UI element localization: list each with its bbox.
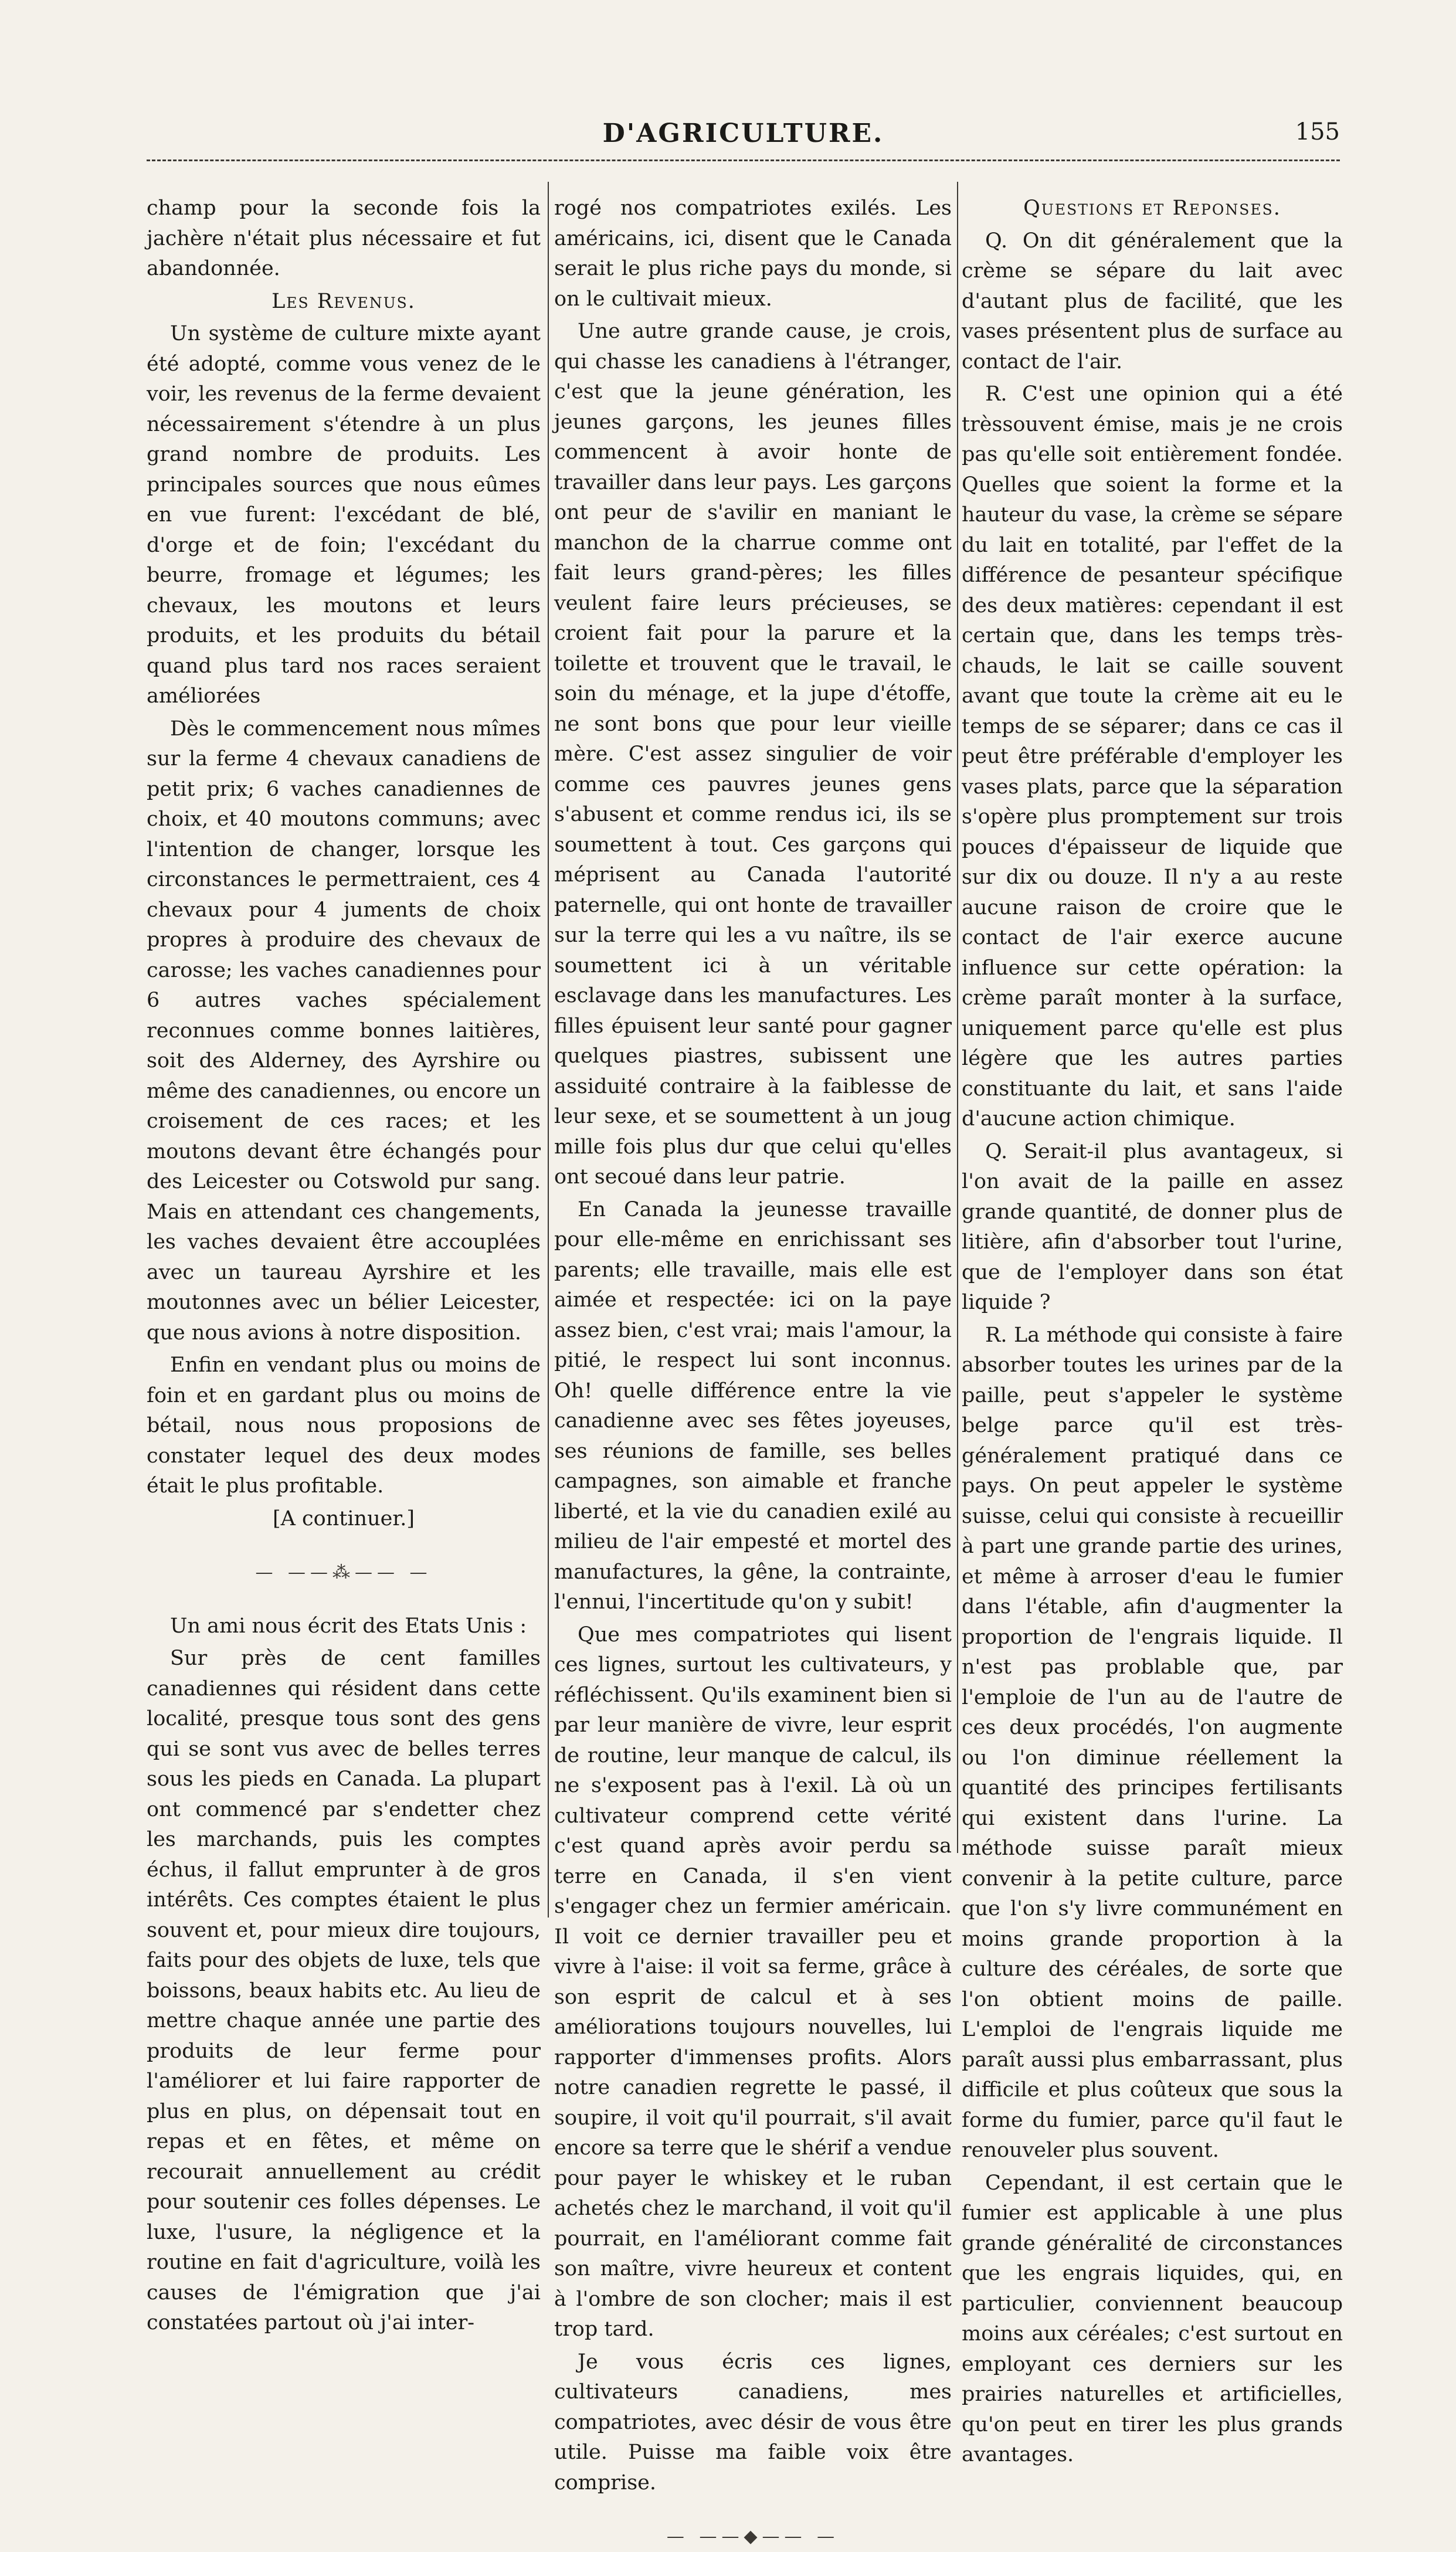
- column-2: [554, 194, 952, 2547]
- paragraph: R. C'est une opinion qui a été trèssouvent émise, mais je ne crois pas qu'elle soit entièrement fondée. Quelles que soient la forme et la hauteur du vase, la crème se sépare du lait en totalité, par l'effet de la différence de pesanteur spécifique des deux matières: cependant il est certain que, dans les temps très-chauds, le lait se caille souvent avant que toute la crème ait eu le temps de se séparer; dans ce cas il peut être préférable d'employer les vases plats, parce que la séparation s'opère plus promptement sur trois pouces d'épaisseur de liquide que sur dix ou douze. Il n'y a au reste aucune raison de croire que le contact de l'air exerce aucune influence sur cette opération: la crème paraît monter à la surface, uniquement parce qu'elle est plus légère que les autres parties constituante du lait, et sans l'aide d'aucune action chimique.: [962, 382, 1343, 1131]
- paragraph: En Canada la jeunesse travaille pour elle-même en enrichissant ses parents; elle travaille, mais elle est aimée et respectée: ici on la paye assez bien, c'est vrai; mais l'amour, la pitié, le respect lui sont inconnus. Oh! quelle différence entre la vie canadienne avec ses fêtes joyeuses, ses réunions de famille, ses belles campagnes, son aimable et franche liberté, et la vie du canadien exilé au milieu de l'air empesté et mortel des manufactures, la gêne, la contrainte, l'ennui, l'incertitude qu'on y subit!: [554, 1197, 952, 1614]
- section-heading-revenus: Les Revenus.: [271, 289, 416, 313]
- paragraph: Q. Serait-il plus avantageux, si l'on avait de la paille en assez grande quantité, de donner plus de litière, afin d'absorber tout l'urine, que de l'employer dans son état liquide ?: [962, 1139, 1343, 1314]
- separator-ornament: — ——◆—— —: [666, 2526, 840, 2547]
- column-1: [147, 194, 541, 2334]
- continued-note: [A continuer.]: [273, 1506, 415, 1530]
- paragraph: Je vous écris ces lignes, cultivateurs canadiens, mes compatriotes, avec désir de vous être utile. Puisse ma faible voix être comprise.: [554, 2350, 952, 2495]
- page-number: 155: [1295, 118, 1340, 145]
- column-divider-2: [957, 182, 958, 1853]
- paragraph: Enfin en vendant plus ou moins de foin et en gardant plus ou moins de bétail, nous nous proposions de constater lequel des deux modes était le plus profitable.: [147, 1353, 541, 1498]
- header-rule: [147, 160, 1340, 161]
- column-3: [962, 194, 1343, 2466]
- separator-ornament: — ——⁂—— —: [255, 1562, 432, 1583]
- paragraph: champ pour la seconde fois la jachère n'était plus nécessaire et fut abandonnée.: [147, 196, 541, 280]
- paragraph: R. La méthode qui consiste à faire absorber toutes les urines par de la paille, peut s'appeler le système belge parce qu'il est très-généralement pratiqué dans ce pays. On peut appeler le système suisse, celui qui consiste à recueillir à part une grande partie des urines, et même à arroser d'eau le fumier dans l'étable, afin d'augmenter la proportion de l'engrais liquide. Il n'est pas problable que, par l'emploie de l'un au de l'autre de ces deux procédés, l'on augmente ou l'on diminue réellement la quantité des principes fertilisants qui existent dans l'urine. La méthode suisse paraît mieux convenir à la petite culture, parce que l'on s'y livre communément en moins grande proportion à la culture des céréales, de sorte que l'on obtient moins de paille. L'emploi de l'engrais liquide me paraît aussi plus embarrassant, plus difficile et plus coûteux que sous la forme du fumier, parce qu'il faut le renouveler plus souvent.: [962, 1323, 1343, 2162]
- paragraph: rogé nos compatriotes exilés. Les américains, ici, disent que le Canada serait le plus riche pays du monde, si on le cultivait mieux.: [554, 196, 952, 311]
- paragraph: Un système de culture mixte ayant été adopté, comme vous venez de le voir, les revenus de la ferme devaient nécessairement s'étendre à un plus grand nombre de produits. Les principales sources que nous eûmes en vue furent: l'excédant de blé, d'orge et de foin; l'excédant du beurre, fromage et légumes; les chevaux, les moutons et leurs produits, et les produits du bétail quand plus tard nos races seraient améliorées: [147, 322, 541, 708]
- paragraph: Dès le commencement nous mîmes sur la ferme 4 chevaux canadiens de petit prix; 6 vaches canadiennes de choix, et 40 moutons communs; avec l'intention de changer, lorsque les circonstances le permettraient, ces 4 chevaux pour 4 juments de choix propres à produire des chevaux de carosse; les vaches canadiennes pour 6 autres vaches spécialement reconnues comme bonnes laitières, soit des Alderney, des Ayrshire ou même des canadiennes, ou encore un croisement de ces races; et les moutons devant être échangés pour des Leicester ou Cotswold pur sang. Mais en attendant ces changements, les vaches devaient être accouplées avec un taureau Ayrshire et les moutonnes avec un bélier Leicester, que nous avions à notre disposition.: [147, 717, 541, 1345]
- paragraph: Que mes compatriotes qui lisent ces lignes, surtout les cultivateurs, y réfléchissent. Qu'ils examinent bien si par leur manière de vivre, leur esprit de routine, leur manque de calcul, ils ne s'exposent pas à l'exil. Là où un cultivateur comprend cette vérité c'est quand après avoir perdu sa terre en Canada, il s'en vient s'engager chez un fermier américain. Il voit ce dernier travailler peu et vivre à l'aise: il voit sa ferme, grâce à son esprit de calcul et à ses améliorations toujours nouvelles, lui rapporter d'immenses profits. Alors notre canadien regrette le passé, il soupire, il voit qu'il pourrait, s'il avait encore sa terre que le shérif a vendue pour payer le whiskey et le ruban achetés chez le marchand, il voit qu'il pourrait, en l'améliorant comme fait son maître, vivre heureux et content à l'ombre de son clocher; mais il est trop tard.: [554, 1623, 952, 2341]
- paragraph: Une autre grande cause, je crois, qui chasse les canadiens à l'étranger, c'est que la jeune génération, les jeunes garçons, les jeunes filles commencent à avoir honte de travailler dans leur pays. Les garçons ont peur de s'avilir en maniant le manchon de la charrue comme ont fait leurs grand-pères; les filles veulent faire leurs précieuses, se croient fait pour la parure et la toilette et trouvent que le travail, le soin du ménage, et la jupe d'étoffe, ne sont bons que pour leur vieille mère. C'est assez singulier de voir comme ces pauvres jeunes gens s'abusent et comme rendus ici, ils se soumettent à tout. Ces garçons qui méprisent au Canada l'autorité paternelle, qui ont honte de travailler sur la terre qui les a vu naître, ils se soumettent ici à un véritable esclavage dans les manufactures. Les filles épuisent leur santé pour gagner quelques piastres, subissent une assiduité contraire à la faiblesse de leur sexe, et se soumettent à un joug mille fois plus dur que celui qu'elles ont secoué dans leur patrie.: [554, 320, 952, 1189]
- column-divider-1: [548, 182, 549, 1918]
- paragraph: Sur près de cent familles canadiennes qui résident dans cette localité, presque tous sont des gens qui se sont vus avec de belles terres sous les pieds en Canada. La plupart ont commencé par s'endetter chez les marchands, puis les comptes échus, il fallut emprunter à de gros intérêts. Ces comptes étaient le plus souvent et, pour mieux dire toujours, faits pour des objets de luxe, tels que boissons, beaux habits etc. Au lieu de mettre chaque année une partie des produits de leur ferme pour l'améliorer et lui faire rapporter de plus en plus, on dépensait tout en repas et en fêtes, et même on recourait annuellement au crédit pour soutenir ces folles dépenses. Le luxe, l'usure, la négligence et la routine en fait d'agriculture, voilà les causes de l'émigration que j'ai constatées partout où j'ai inter-: [147, 1647, 541, 2334]
- section-heading-questions: Questions et Reponses.: [1023, 196, 1281, 220]
- paragraph: Un ami nous écrit des Etats Unis :: [170, 1614, 527, 1638]
- paragraph: Q. On dit généralement que la crème se sépare du lait avec d'autant plus de facilité, que les vases présentent plus de surface au contact de l'air.: [962, 229, 1343, 374]
- running-title: D'AGRICULTURE.: [602, 118, 884, 148]
- paragraph: Cependant, il est certain que le fumier est applicable à une plus grande généralité de circonstances que les engrais liquides, qui, en particulier, conviennent beaucoup moins aux céréales; c'est surtout en employant ces derniers sur les prairies naturelles et artificielles, qu'on peut en tirer les plus grands avantages.: [962, 2171, 1343, 2466]
- page-header: [147, 106, 1340, 170]
